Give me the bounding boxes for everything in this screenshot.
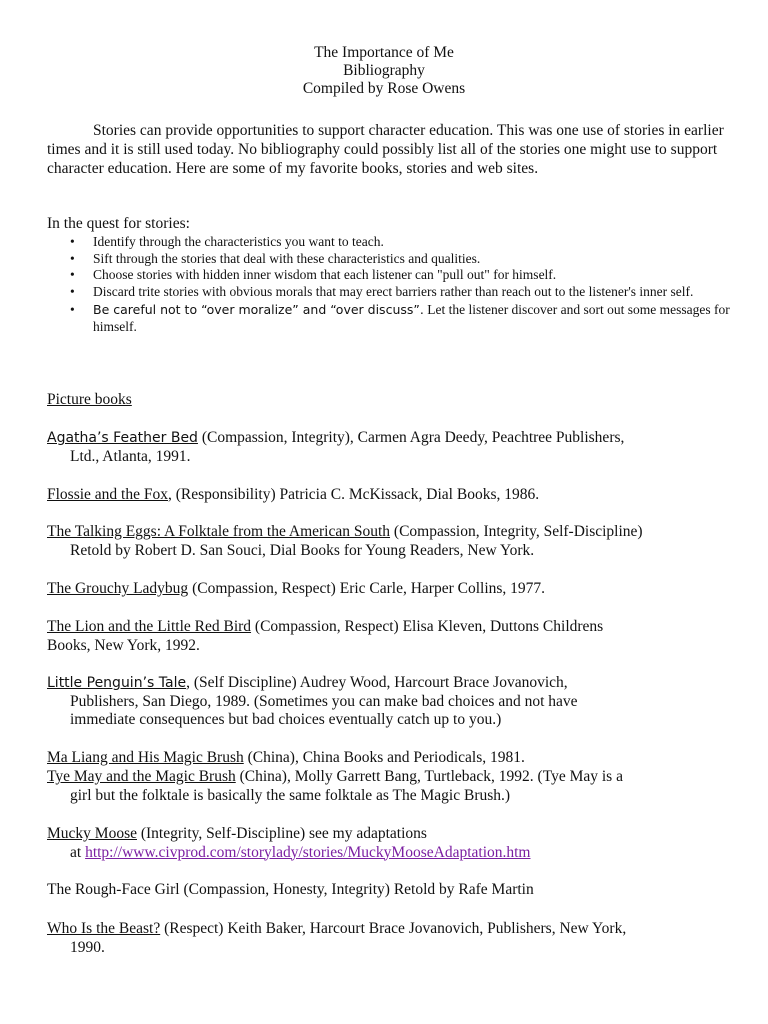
list-item: • Sift through the stories that deal with these characteristics and qualities. — [70, 250, 481, 266]
bullet-icon: • — [70, 283, 75, 299]
bibliography-entry: Who Is the Beast? (Respect) Keith Baker, Harcourt Brace Jovanovich, Publishers, New York, 1990. — [47, 920, 627, 956]
bullet-icon: • — [70, 267, 75, 282]
intro-paragraph — [47, 121, 737, 178]
book-title: Agatha’s Feather Bed — [47, 430, 198, 446]
book-title: The Talking Eggs: A Folktale from the American South — [47, 523, 391, 540]
bibliography-entry: The Talking Eggs: A Folktale from the American South (Compassion, Integrity, Self-Discipline) Retold by Robert D. San Souci, Dial Books for Young Readers, New York. — [47, 523, 643, 559]
book-title: The Grouchy Ladybug — [47, 580, 189, 597]
bullet-icon: • — [70, 250, 75, 266]
book-title: Flossie and the Fox — [47, 486, 168, 503]
bibliography-entry: The Lion and the Little Red Bird (Compassion, Respect) Elisa Kleven, Duttons Childrens Books, New York, 1992. — [47, 618, 604, 654]
intro-text: Stories can provide opportunities to support character education. This was one use of stories in earlier times and it is still used today. No bibliography could possibly list all of the stories one might use to support character education. Here are some of my favorite books, stories and web sites. — [47, 122, 724, 177]
bibliography-entry: The Rough-Face Girl (Compassion, Honesty, Integrity) Retold by Rafe Martin — [47, 881, 534, 898]
bibliography-entry: Tye May and the Magic Brush (China), Molly Garrett Bang, Turtleback, 1992. (Tye May is a girl but the folktale is basically the same folktale as The Magic Brush.) — [47, 768, 623, 804]
book-title: Mucky Moose — [47, 825, 137, 842]
bibliography-entry: Mucky Moose (Integrity, Self-Discipline) see my adaptations at http://www.civprod.com/storylady/stories/MuckyMooseAdaptation.htm — [47, 825, 531, 861]
bibliography-entry: Agatha’s Feather Bed (Compassion, Integrity), Carmen Agra Deedy, Peachtree Publishers, Ltd., Atlanta, 1991. — [47, 429, 625, 465]
list-item: • Identify through the characteristics you want to teach. — [70, 234, 384, 249]
bibliography-entry: The Grouchy Ladybug (Compassion, Respect) Eric Carle, Harper Collins, 1977. — [47, 580, 546, 597]
book-title: Little Penguin’s Tale — [47, 675, 187, 691]
list-item: • Choose stories with hidden inner wisdom that each listener can "pull out" for himself. — [70, 267, 557, 282]
section-heading-picture-books: Picture books — [47, 391, 132, 408]
book-title: The Lion and the Little Red Bird — [47, 618, 252, 635]
quest-heading: In the quest for stories: — [47, 215, 190, 232]
bullet-icon: • — [70, 302, 75, 317]
book-title: Who Is the Beast? — [47, 920, 161, 937]
book-title: Tye May and the Magic Brush — [47, 768, 236, 785]
document-author: Compiled by Rose Owens — [302, 80, 466, 97]
bibliography-entry: Flossie and the Fox, (Responsibility) Patricia C. McKissack, Dial Books, 1986. — [47, 486, 540, 503]
list-item: • Be careful not to “over moralize” and “over discuss”. Let the listener discover and sort out some messages for himself. — [70, 302, 730, 334]
bibliography-entry: Little Penguin’s Tale, (Self Discipline) Audrey Wood, Harcourt Brace Jovanovich, Publishers, San Diego, 1989. (Sometimes you can make bad choices and not have immediate consequences but bad choices eventually catch up to you.) — [47, 674, 578, 728]
document-subtitle: Bibliography — [343, 62, 425, 79]
list-item: • Discard trite stories with obvious morals that may erect barriers rather than reach out to the listener's inner self. — [70, 283, 694, 299]
document-header — [0, 44, 768, 98]
document-title: The Importance of Me — [314, 44, 454, 61]
quest-bullet-list — [47, 234, 737, 335]
adaptation-link[interactable]: http://www.civprod.com/storylady/stories/MuckyMooseAdaptation.htm — [85, 843, 531, 861]
book-title: Ma Liang and His Magic Brush — [47, 749, 244, 766]
bibliography-entry: Ma Liang and His Magic Brush (China), China Books and Periodicals, 1981. — [47, 749, 525, 766]
bullet-icon: • — [70, 234, 75, 249]
